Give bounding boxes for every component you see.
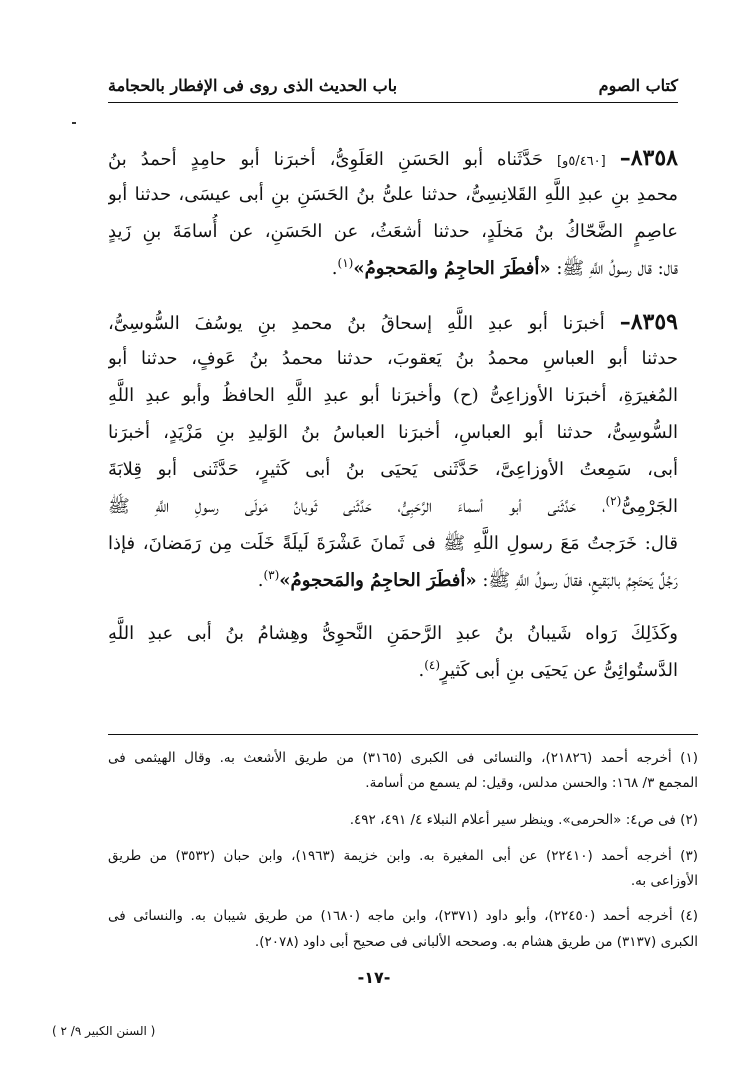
closing-line-1: وكَذَلِكَ رَواه شَيبانُ بنُ عبدِ الرَّحمَنِ النَّحوِىُّ وهِشامُ بنُ أبى عبدِ اللَّهِ <box>108 623 678 644</box>
footnote-ref: (١) <box>337 256 354 270</box>
footnote-rule <box>108 734 698 735</box>
footnote-1-line-2: المجمع ٣/ ١٦٨: والحسن مدلس، وقيل: لم يسمع من أسامة. <box>365 775 698 791</box>
footnote-ref: (٣) <box>263 568 280 582</box>
hadith-8359-line-5: أبى، سَمِعتُ الأوزاعِىَّ، حَدَّثَنى يَحيَى بنُ أبى كَثيرٍ، حَدَّثَنى أبو قِلابَةَ <box>108 459 678 480</box>
text-span: ، حَدَّثَنى أبو أسماءَ الرَّحَبِىُّ، حَدَّثَنى ثَوبانُ مَولَى رسولِ اللَّهِ ﷺ <box>108 496 606 517</box>
text-span: أخبرَنا أبو عبدِ اللَّهِ إسحاقُ بنُ محمدِ بنِ يوسُفَ السُّوسِىُّ، <box>108 313 605 334</box>
hadith-8359-line-2: حدثنا أبو العباسِ محمدُ بنُ يَعقوبَ، حدثنا محمدُ بنُ عَوفٍ، حدثنا أبو <box>108 348 678 369</box>
margin-mark <box>72 122 76 124</box>
text-span: قال: قال رسولُ اللَّهِ ﷺ: <box>550 258 678 279</box>
manuscript-ref: [٥/٤٦٠و] <box>556 154 606 169</box>
hadith-8359-line-4: السُّوسِىُّ، حدثنا أبو العباسِ، أخبرَنا العباسُ بنُ الوَليدِ بنِ مَزْيَدٍ، أخبرَنا <box>108 422 678 443</box>
footnote-1-line-1: (١) أخرجه أحمد (٢١٨٢٦)، والنسائى فى الكبرى (٣١٦٥) من طريق الأشعث به. وقال الهيثمى فى <box>108 750 698 766</box>
text-span: الجَرْمِىُّ <box>621 496 678 517</box>
page-number: -١٧- <box>357 968 391 987</box>
hadith-number: ٨٣٥٩– <box>619 309 678 335</box>
hadith-8358-line-2: محمدِ بنِ عبدِ اللَّهِ القَلانِسِىُّ، حدثنا علىُّ بنُ الحَسَنِ بنِ أبى عيسَى، حدثنا أبو <box>108 184 678 205</box>
footnote-ref: (٤) <box>424 658 441 672</box>
signature-mark: ( السنن الكبير ٩/ ٢ ) <box>52 1024 156 1038</box>
hadith-8358-line-4 <box>108 251 678 287</box>
text-span: . <box>331 258 338 279</box>
text-span: حَدَّثَناه أبو الحَسَنِ العَلَوِىُّ، أخبرَنا أبو حامِدٍ أحمدُ بنُ <box>108 149 543 170</box>
hadith-8358-line-3: عاصِمٍ الضَّحّاكُ بنُ مَخلَدٍ، حدثنا أشعَثُ، عن الحَسَنِ، عن أُسامَةَ بنِ زَيدٍ <box>108 221 678 242</box>
hadith-8359-line-8 <box>108 563 678 599</box>
footnote-2: (٢) فى ص٤: «الحرمى». وينظر سير أعلام النبلاء ٤/ ٤٩١، ٤٩٢. <box>349 812 698 828</box>
hadith-number: ٨٣٥٨– <box>619 145 678 171</box>
header-chapter-title: باب الحديث الذى روى فى الإفطار بالحجامة <box>108 76 398 95</box>
prophetic-quote: «أفطَرَ الحاجِمُ والمَحجومُ» <box>279 570 477 591</box>
header-book-title: كتاب الصوم <box>598 76 678 95</box>
hadith-8359-line-1 <box>108 304 678 340</box>
text-span: رَجُلٌ يَحتَجِمُ بالبَقيعِ، فقالَ رسولُ اللَّهِ ﷺ: <box>476 570 678 591</box>
text-span: . <box>418 660 425 681</box>
footnote-ref: (٢) <box>605 494 622 508</box>
header-rule <box>108 102 678 103</box>
footnote-3-line-2: الأوزاعى به. <box>630 873 698 889</box>
hadith-8358-line-1 <box>108 140 678 176</box>
prophetic-quote: «أفطَرَ الحاجِمُ والمَحجومُ» <box>353 258 551 279</box>
hadith-8359-line-7: قال: خَرَجتُ مَعَ رسولِ اللَّهِ ﷺ فى ثَمانَ عَشْرَةَ لَيلَةً خَلَت مِن رَمَضانَ، فإذا <box>108 533 678 554</box>
footnote-4-line-1: (٤) أخرجه أحمد (٢٢٤٥٠)، وأبو داود (٢٣٧١)، وابن ماجه (١٦٨٠) من طريق شيبان به. والنسائى فى <box>108 908 698 924</box>
text-span: الدَّستُوائِىُّ عن يَحيَى بنِ أبى كَثيرٍ <box>440 660 678 681</box>
hadith-8359-line-6 <box>108 489 678 525</box>
footnote-3-line-1: (٣) أخرجه أحمد (٢٢٤١٠) عن أبى المغيرة به. وابن خزيمة (١٩٦٣)، وابن حبان (٣٥٣٢) من طريق <box>108 848 698 864</box>
text-span: . <box>257 570 264 591</box>
closing-line-2 <box>108 653 678 689</box>
footnote-4-line-2: الكبرى (٣١٣٧) من طريق هشام به. وصححه الألبانى فى صحيح أبى داود (٢٠٧٨). <box>254 934 698 950</box>
hadith-8359-line-3: المُغيرَةِ، أخبرَنا الأوزاعِىُّ (ح) وأخبرَنا أبو عبدِ اللَّهِ الحافظُ وأبو عبدِ اللَّهِ <box>108 385 678 406</box>
running-header <box>108 70 678 100</box>
